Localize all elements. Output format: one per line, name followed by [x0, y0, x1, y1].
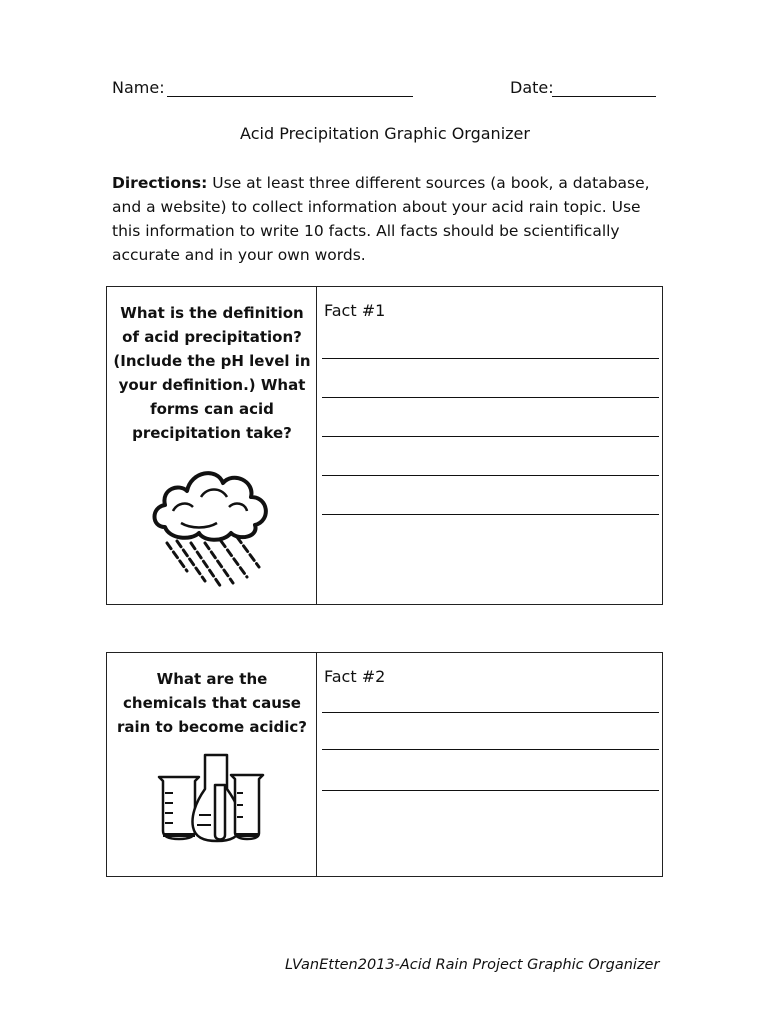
- name-label: Name:: [112, 78, 165, 97]
- answer-cell: [317, 287, 662, 604]
- answer-line[interactable]: [322, 436, 659, 437]
- directions-text: Use at least three different sources (a book, a database, and a website) to collect information about your acid rain topic. Use this information to write 10 facts. All facts should be scientifically accurate and in your own words.: [112, 174, 650, 264]
- answer-line[interactable]: [322, 749, 659, 750]
- answer-line[interactable]: [322, 475, 659, 476]
- answer-line[interactable]: [322, 514, 659, 515]
- question-text: What are the chemicals that cause rain to become acidic?: [116, 670, 308, 736]
- footer-text: LVanEtten2013-Acid Rain Project Graphic Organizer: [285, 957, 660, 973]
- header: [112, 78, 657, 102]
- answer-cell: [317, 653, 662, 876]
- fact-label: Fact #1: [324, 301, 386, 320]
- fact-label: Fact #2: [324, 667, 386, 686]
- answer-line[interactable]: [322, 712, 659, 713]
- rain-cloud-icon: [147, 457, 277, 592]
- answer-line[interactable]: [322, 790, 659, 791]
- directions: [112, 171, 657, 267]
- question-text: What is the definition of acid precipitation? (Include the pH level in your definition.) What forms can acid precipitation take?: [113, 304, 311, 442]
- organizer-box-1: [106, 286, 663, 605]
- answer-line[interactable]: [322, 397, 659, 398]
- name-field-line[interactable]: [167, 96, 413, 97]
- date-field-line[interactable]: [552, 96, 656, 97]
- question-cell: [107, 653, 317, 876]
- directions-label: Directions:: [112, 174, 208, 192]
- answer-line[interactable]: [322, 358, 659, 359]
- lab-glassware-icon: [155, 749, 265, 845]
- date-label: Date:: [510, 78, 554, 97]
- question-cell: [107, 287, 317, 604]
- organizer-box-2: [106, 652, 663, 877]
- page-title: Acid Precipitation Graphic Organizer: [240, 124, 530, 143]
